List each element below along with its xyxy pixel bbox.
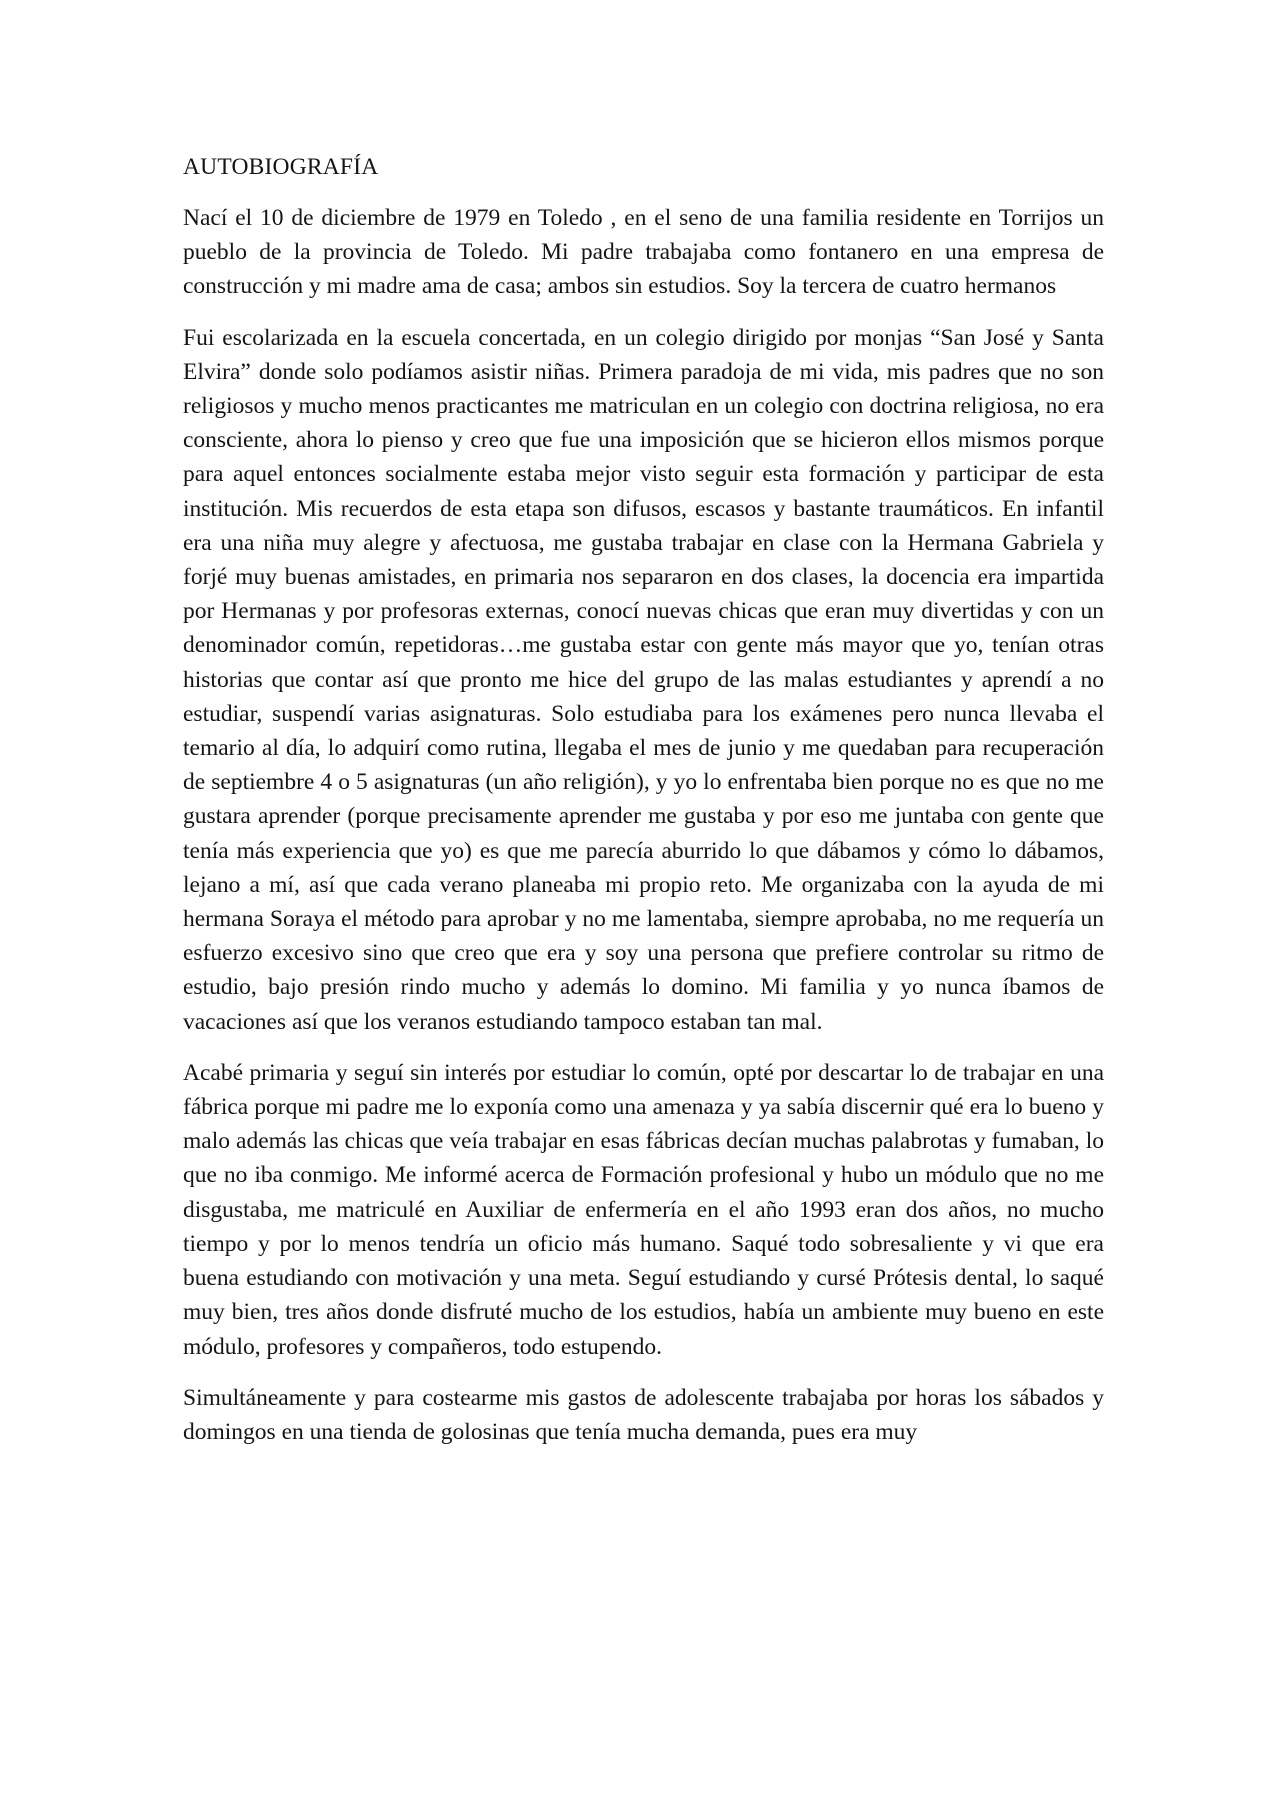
paragraph-schooling: Fui escolarizada en la escuela concertada, en un colegio dirigido por monjas “San José y Santa Elvira” donde solo podíamos asistir niñas. Primera paradoja de mi vida, mis padres que no son religiosos y mucho menos practicantes me matriculan en un colegio con doctrina religiosa, no era consciente, ahora lo pienso y creo que fue una imposición que se hicieron ellos mismos porque para aquel entonces socialmente estaba mejor visto seguir esta formación y participar de esta institución. Mis recuerdos de esta etapa son difusos, escasos y bastante traumáticos. En infantil era una niña muy alegre y afectuosa, me gustaba trabajar en clase con la Hermana Gabriela y forjé muy buenas amistades, en primaria nos separaron en dos clases, la docencia era impartida por Hermanas y por profesoras externas, conocí nuevas chicas que eran muy divertidas y con un denominador común, repetidoras…me gustaba estar con gente más mayor que yo, tenían otras historias que contar así que pronto me hice del grupo de las malas estudiantes y aprendí a no estudiar, suspendí varias asignaturas. Solo estudiaba para los exámenes pero nunca llevaba el temario al día, lo adquirí como rutina, llegaba el mes de junio y me quedaban para recuperación de septiembre 4 o 5 asignaturas (un año religión), y yo lo enfrentaba bien porque no es que no me gustara aprender (porque precisamente aprender me gustaba y por eso me juntaba con gente que tenía más experiencia que yo) es que me parecía aburrido lo que dábamos y cómo lo dábamos, lejano a mí, así que cada verano planeaba mi propio reto. Me organizaba con la ayuda de mi hermana Soraya el método para aprobar y no me lamentaba, siempre aprobaba, no me requería un esfuerzo excesivo sino que creo que era y soy una persona que prefiere controlar su ritmo de estudio, bajo presión rindo mucho y además lo domino. Mi familia y yo nunca íbamos de vacaciones así que los veranos estudiando tampoco estaban tan mal. xyxy=(183,324,1104,1035)
document-title: AUTOBIOGRAFÍA xyxy=(183,154,379,180)
paragraph-weekend-work: Simultáneamente y para costearme mis gastos de adolescente trabajaba por horas los sábados y domingos en una tienda de golosinas que tenía mucha demanda, pues era muy xyxy=(183,1384,1104,1445)
paragraph-vocational-training: Acabé primaria y seguí sin interés por estudiar lo común, opté por descartar lo de trabajar en una fábrica porque mi padre me lo exponía como una amenaza y ya sabía discernir qué era lo bueno y malo además las chicas que veía trabajar en esas fábricas decían muchas palabrotas y fumaban, lo que no iba conmigo. Me informé acerca de Formación profesional y hubo un módulo que no me disgustaba, me matriculé en Auxiliar de enfermería en el año 1993 eran dos años, no mucho tiempo y por lo menos tendría un oficio más humano. Saqué todo sobresaliente y vi que era buena estudiando con motivación y una meta. Seguí estudiando y cursé Prótesis dental, lo saqué muy bien, tres años donde disfruté mucho de los estudios, había un ambiente muy bueno en este módulo, profesores y compañeros, todo estupendo. xyxy=(183,1059,1104,1360)
paragraph-family-background: Nací el 10 de diciembre de 1979 en Toledo , en el seno de una familia residente en Torrijos un pueblo de la provincia de Toledo. Mi padre trabajaba como fontanero en una empresa de construcción y mi madre ama de casa; ambos sin estudios. Soy la tercera de cuatro hermanos xyxy=(183,205,1104,300)
